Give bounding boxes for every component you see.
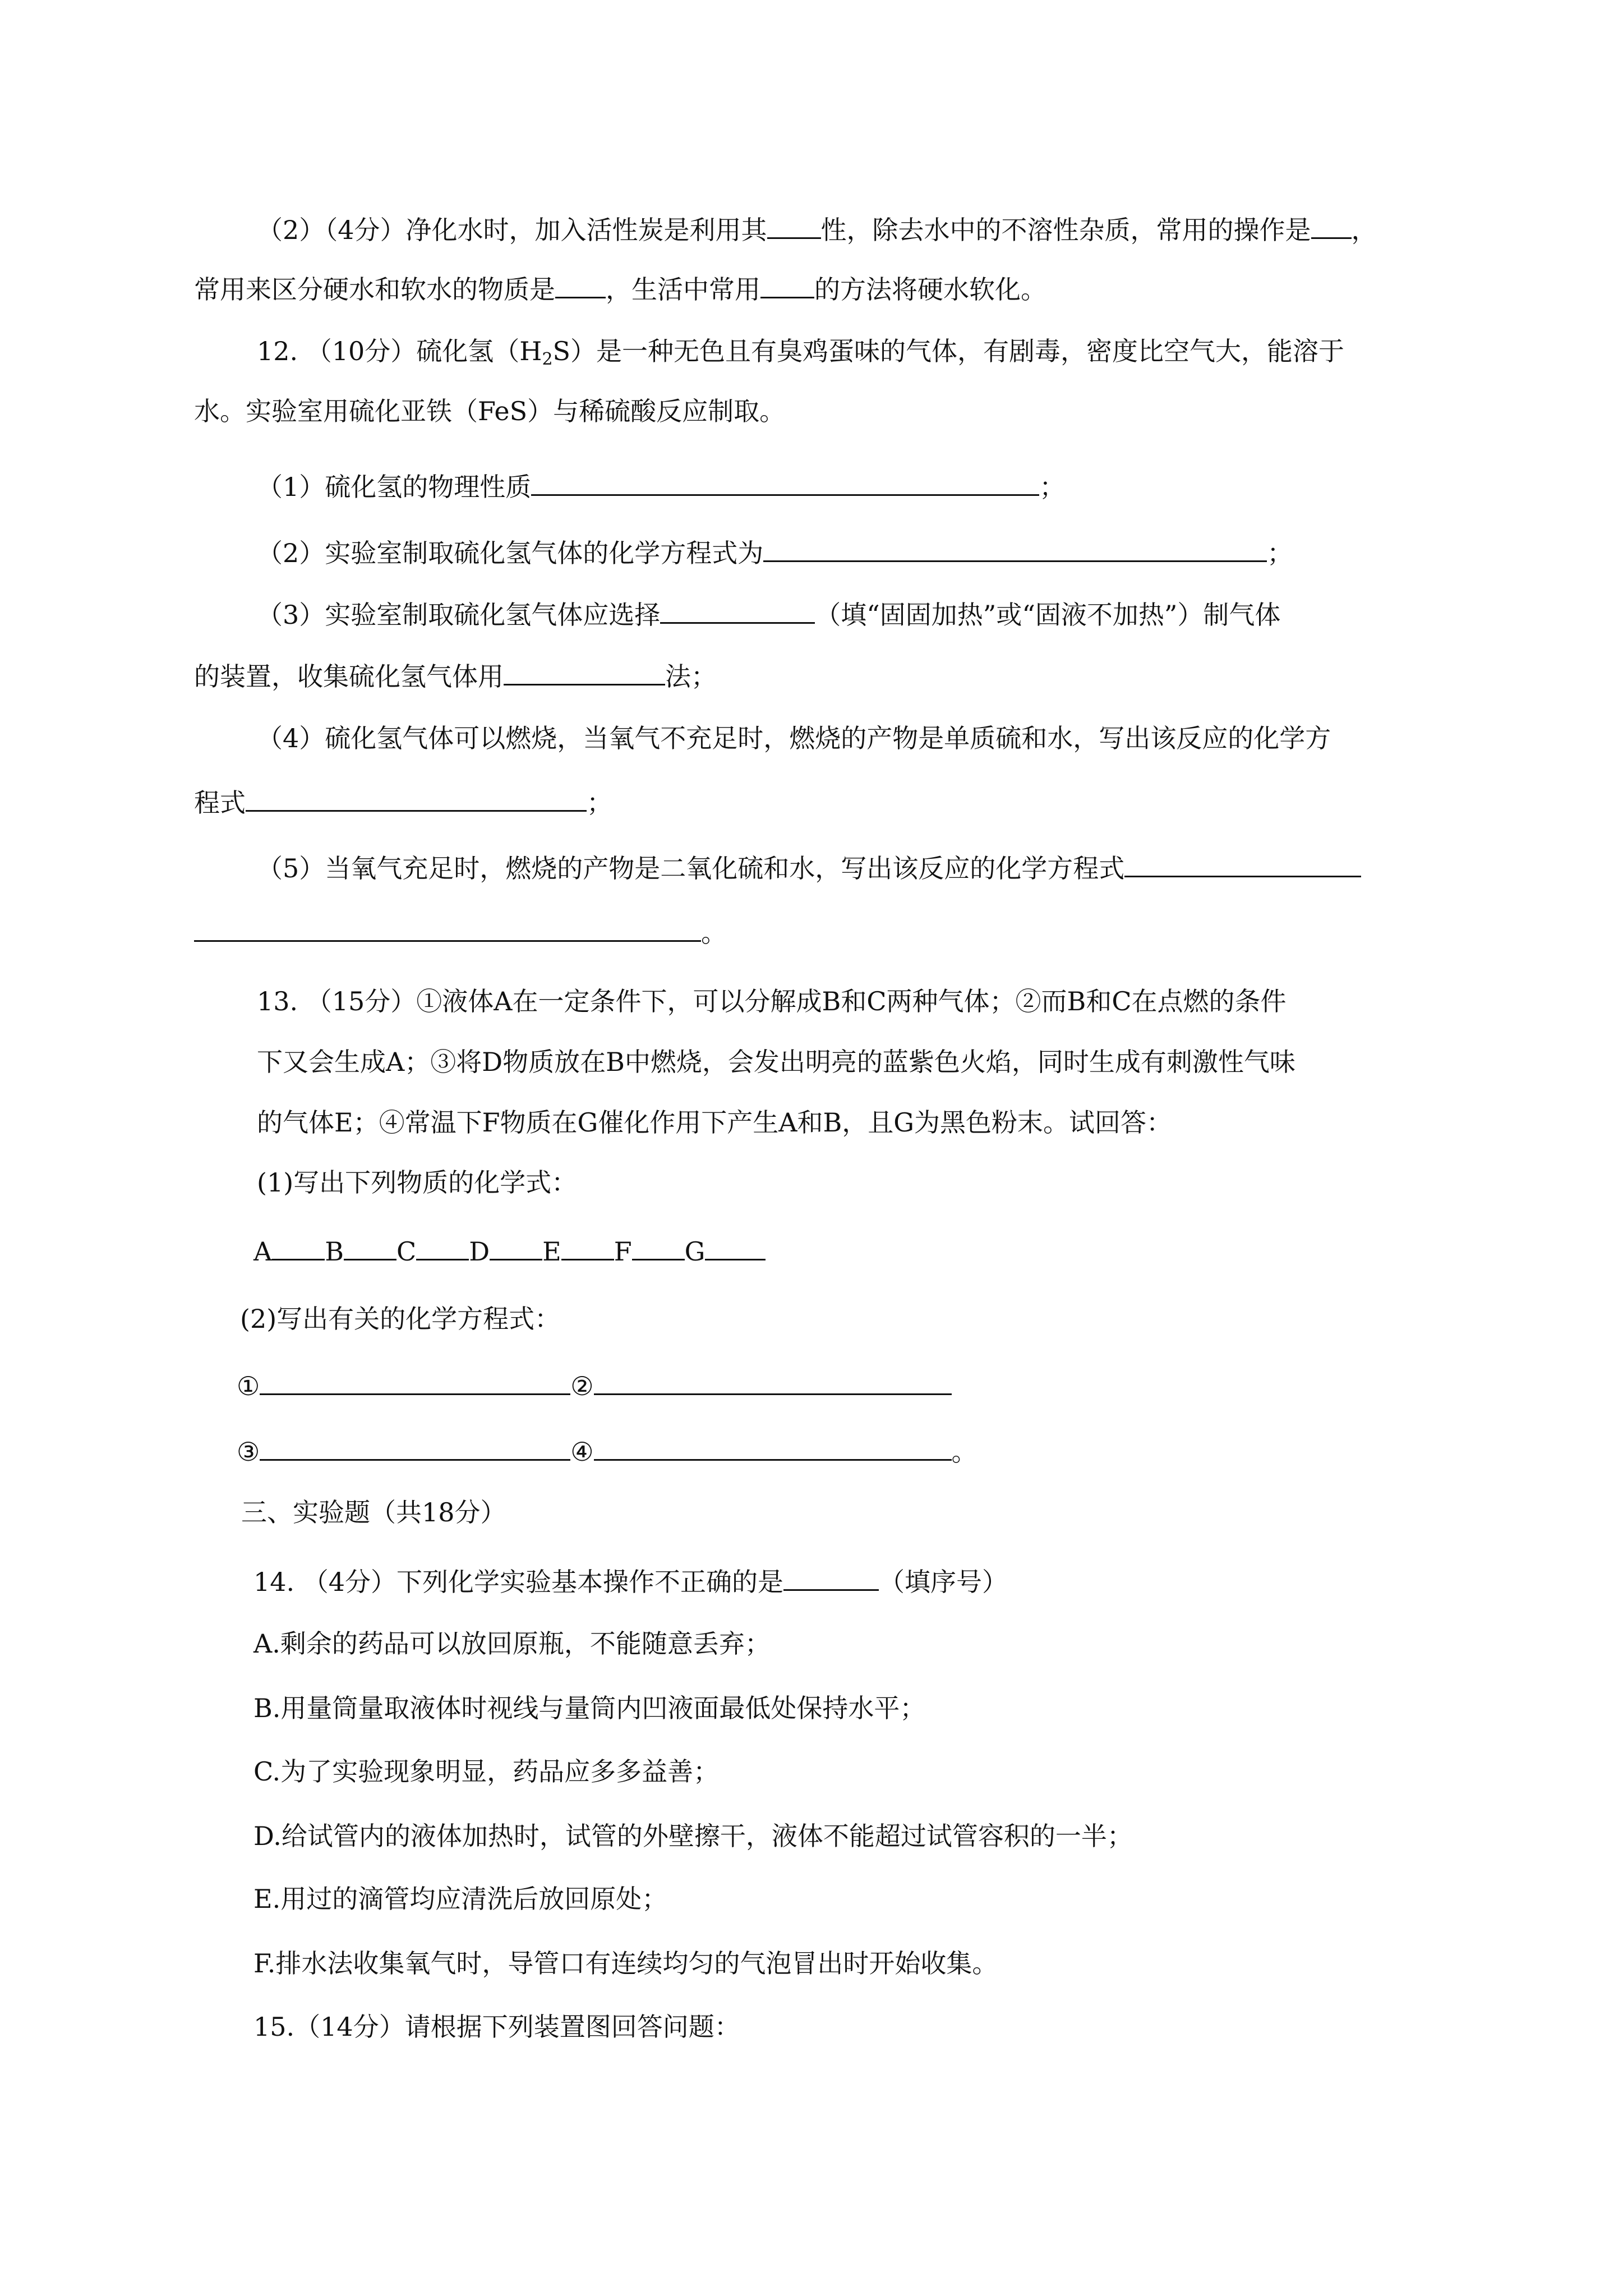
section-title-text: 三、实验题（共18分） [241,1497,506,1527]
q12-p2-label: （2）实验室制取硫化氢气体的化学方程式为 [257,538,764,568]
q12-intro-b: S）是一种无色且有臭鸡蛋味的气体，有剧毒，密度比空气大，能溶于 [552,336,1345,366]
answer-blank[interactable] [632,1233,685,1260]
q11-text-a: （2）（4分）净化水时，加入活性炭是利用其 [257,215,767,245]
q12-p5-text: （5）当氧气充足时，燃烧的产物是二氧化硫和水，写出该反应的化学方程式 [257,853,1125,884]
q11-text-b: 性，除去水中的不溶性杂质，常用的操作是 [820,215,1311,245]
answer-blank[interactable] [1124,850,1361,877]
q12-p4-label: 程式 [194,788,246,818]
answer-blank[interactable] [531,468,1039,496]
q12-p3-mid: （填“固固加热”或“固液不加热”）制气体 [815,600,1281,630]
q12-p1-label: （1）硫化氢的物理性质 [257,472,532,502]
q14-option-f [253,1945,998,1982]
q11-part2-line2 [194,271,1046,308]
q14-option-d [253,1818,1133,1855]
q13-formula-row [253,1233,766,1270]
q13-sub2-label: (2)写出有关的化学方程式： [240,1304,561,1334]
answer-blank[interactable] [504,658,665,685]
answer-blank[interactable] [763,535,1267,562]
answer-blank[interactable] [260,1433,570,1461]
letter-a: A [253,1236,273,1267]
q14-option-b [253,1690,925,1727]
q13-end: 。 [951,1437,978,1467]
answer-blank[interactable] [660,596,815,624]
q12-p3-end: 法； [665,661,717,692]
q12-p1-end: ； [1039,472,1066,502]
eq-label-3: ③ [237,1437,260,1467]
q13-text-3: 的气体E；④常温下F物质在G催化作用下产生A和B，且G为黑色粉末。试回答： [257,1107,1173,1138]
q12-part3-line1 [257,596,1280,633]
q11-text-c: ， [1351,215,1377,245]
q12-p4-end: ； [587,788,612,818]
answer-blank[interactable] [272,1233,325,1260]
q11-text-d: 常用来区分硬水和软水的物质是 [194,274,555,305]
q14-option-c [253,1753,719,1790]
q12-part4-line1 [257,720,1331,757]
q15-question [253,2008,740,2045]
q13-sub2 [240,1300,560,1337]
q13-sub1 [257,1164,577,1201]
q12-part4-line2 [194,784,612,821]
q15-text: 15.（14分）请根据下列装置图回答问题： [253,2012,740,2042]
q12-intro-a: 12. （10分）硫化氢（H [257,336,542,366]
option-text: A.剩余的药品可以放回原瓶，不能随意丢弃； [253,1628,771,1659]
letter-d: D [469,1236,490,1267]
letter-e: E [542,1236,561,1267]
answer-blank[interactable] [416,1233,469,1260]
q13-equations-row2 [237,1433,978,1470]
q12-p5-end: 。 [701,918,727,948]
answer-blank[interactable] [260,1368,570,1395]
answer-blank[interactable] [194,914,701,942]
option-text: F.排水法收集氧气时，导管口有连续均匀的气泡冒出时开始收集。 [253,1948,998,1978]
q12-part2 [257,535,1293,572]
q12-p4-text: （4）硫化氢气体可以燃烧，当氧气不充足时，燃烧的产物是单质硫和水，写出该反应的化学方 [257,723,1331,753]
q13-line3 [257,1104,1172,1141]
answer-blank[interactable] [490,1233,542,1260]
section-title [241,1494,506,1531]
q12-intro-c: 水。实验室用硫化亚铁（FeS）与稀硫酸反应制取。 [194,396,786,426]
q13-equations-row1 [237,1368,952,1405]
q12-part5-line1 [257,850,1361,887]
option-text: C.为了实验现象明显，药品应多多益善； [253,1756,720,1787]
option-text: B.用量筒量取液体时视线与量筒内凹液面最低处保持水平； [253,1693,926,1723]
answer-blank[interactable] [705,1233,766,1260]
q12-intro-line1 [257,333,1344,370]
q12-part5-line2 [194,914,727,951]
q12-part3-line2 [194,658,717,695]
letter-g: G [684,1236,706,1267]
q14-text: 14. （4分）下列化学实验基本操作不正确的是 [253,1567,784,1597]
q14-option-a [253,1625,771,1662]
q12-part1 [257,468,1065,505]
answer-blank[interactable] [1311,211,1352,239]
q14-option-e [253,1880,667,1917]
letter-b: B [325,1236,344,1267]
q13-text-2: 下又会生成A；③将D物质放在B中燃烧，会发出明亮的蓝紫色火焰，同时生成有刺激性气味 [257,1047,1295,1077]
q11-text-e: ，生活中常用 [606,274,760,305]
q13-sub1-label: (1)写出下列物质的化学式： [257,1167,578,1198]
answer-blank[interactable] [561,1233,614,1260]
answer-blank[interactable] [344,1233,396,1260]
eq-label-2: ② [570,1371,594,1401]
q11-part2-line1 [257,211,1377,249]
q14-question [253,1563,1008,1600]
q12-p3-line2: 的装置，收集硫化氢气体用 [194,661,504,692]
q11-text-f: 的方法将硬水软化。 [814,274,1046,305]
q12-p3-label: （3）实验室制取硫化氢气体应选择 [257,600,661,630]
answer-blank[interactable] [594,1368,952,1395]
answer-blank[interactable] [555,271,606,298]
q13-line1 [257,983,1287,1020]
q12-intro-subscript: 2 [542,349,553,369]
letter-c: C [396,1236,417,1267]
option-text: D.给试管内的液体加热时，试管的外壁擦干，液体不能超过试管容积的一半； [253,1821,1133,1851]
letter-f: F [614,1236,632,1267]
q14-end: （填序号） [879,1567,1008,1597]
answer-blank[interactable] [760,271,814,298]
answer-blank[interactable] [246,784,587,812]
answer-blank[interactable] [594,1433,952,1461]
answer-blank[interactable] [767,211,821,239]
answer-blank[interactable] [783,1563,879,1591]
q13-line2 [257,1043,1295,1080]
q12-p2-end: ； [1267,538,1293,568]
eq-label-1: ① [237,1371,260,1401]
eq-label-4: ④ [570,1437,594,1467]
option-text: E.用过的滴管均应清洗后放回原处； [253,1884,668,1914]
q13-text-1: 13. （15分）①液体A在一定条件下，可以分解成B和C两种气体；②而B和C在点燃的条件 [257,986,1287,1016]
q12-intro-line2 [194,393,785,430]
